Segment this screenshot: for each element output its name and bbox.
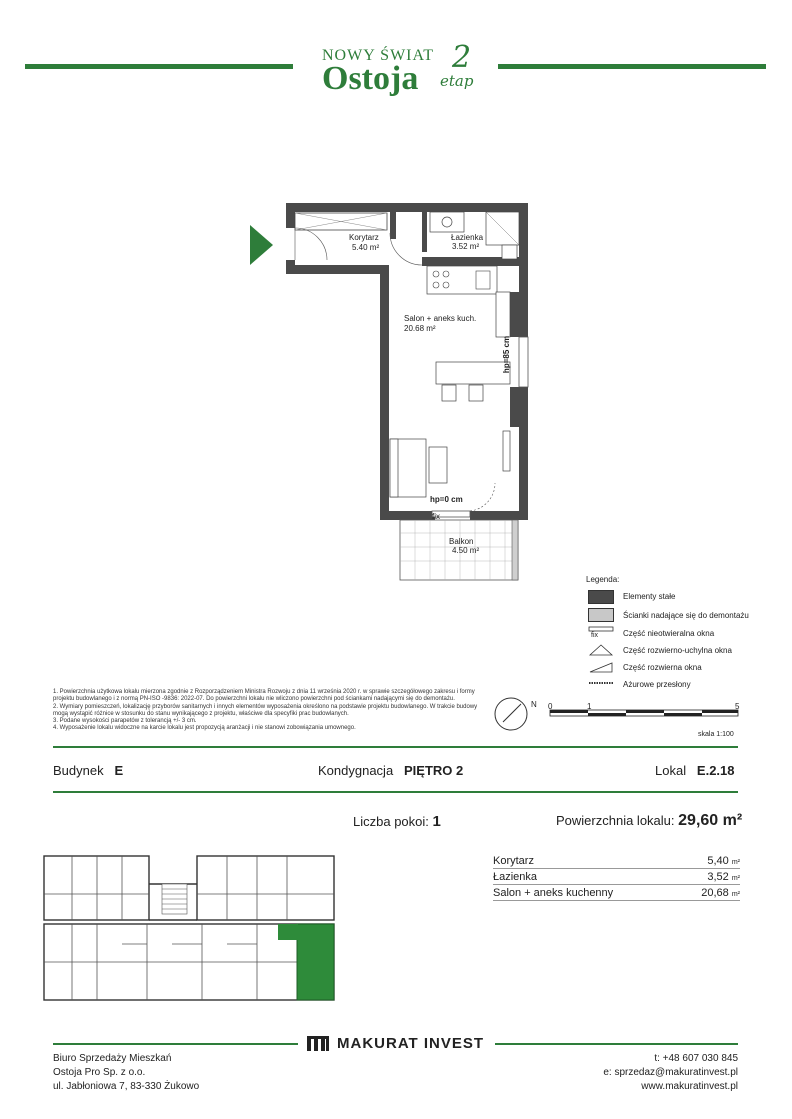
- scale-label: skala 1:100: [698, 731, 734, 738]
- north-label: N: [531, 700, 537, 709]
- unit-value: E.2.18: [696, 763, 735, 778]
- area-row-unit: m²: [731, 875, 740, 882]
- unit-label: Lokal: [655, 763, 687, 778]
- footer-website-link[interactable]: www.makuratinvest.pl: [641, 1081, 738, 1092]
- floor-plan: [240, 195, 550, 590]
- room-label-korytarz: Korytarz: [349, 233, 379, 242]
- company-line-left: [53, 1043, 298, 1045]
- floor-value: PIĘTRO 2: [404, 763, 464, 778]
- note-1: 1. Powierzchnia użytkowa lokalu mierzona zgodnie z Rozporządzeniem Ministra Rozwoju z dnia 11 września 2020 r. w sprawie szczegółowego zakresu i formy projektu budowlanego i z normą PN-ISO -9836: 2022-07. Do powierzchni lokalu nie wliczono powierzchni pod ściankami nadającymi się do demontażu.: [53, 689, 475, 703]
- brand-stage-number: 2: [452, 40, 472, 75]
- area-row-value: 5,40: [707, 855, 729, 867]
- legend-swatch-fixed: [588, 590, 614, 604]
- info-divider-bottom: [53, 791, 738, 793]
- note-4: 4. Wyposażenie lokalu widoczne na karcie lokalu jest propozycją aranżacji i nie stanowi zobowiązania umownego.: [53, 725, 356, 732]
- area-row-name: Łazienka: [493, 871, 538, 883]
- area-row-value: 20,68: [701, 887, 729, 899]
- scale-tick-0: 0: [548, 702, 553, 711]
- legend-screen-icon: [588, 679, 614, 687]
- note-3: 3. Podane wysokości parapetów z tolerancją +/- 3 cm.: [53, 718, 197, 725]
- highlighted-unit: [297, 924, 334, 1000]
- scale-tick-1: 1: [587, 702, 592, 711]
- fix-label: fix: [432, 512, 440, 521]
- room-area-lazienka: 3.52 m²: [452, 242, 480, 251]
- note-2: 2. Wymiary pomieszczeń, lokalizację przyborów sanitarnych i innych elementów wyposażenia określono na podstawie projektu budowlanego. W trakcie budowy mogą wystąpić różnice w stosunku do stanu wynikającego z projektu, właściwe dla specyfiki prac budowlanych.: [53, 703, 478, 717]
- footer-phone: t: +48 607 030 845: [654, 1053, 738, 1064]
- room-area-balkon: 4.50 m²: [452, 546, 480, 555]
- legend-item-fixed: Elementy stałe: [623, 592, 676, 601]
- parapet-label-door: hp=0 cm: [430, 495, 463, 504]
- building-label: Budynek: [53, 763, 104, 778]
- rooms-count-label: Liczba pokoi:: [353, 814, 429, 829]
- building-info: [53, 763, 123, 778]
- unit-area-value: 29,60 m²: [678, 812, 743, 829]
- header-bar-left: [25, 64, 293, 69]
- legend-item-removable: Ścianki nadające się do demontażu: [623, 611, 749, 620]
- area-row-unit: m²: [731, 859, 740, 866]
- area-row-name: Salon + aneks kuchenny: [493, 887, 614, 899]
- footer-line: Ostoja Pro Sp. z o.o.: [53, 1067, 146, 1078]
- unit-info: [655, 763, 735, 778]
- legend-swatch-removable: [588, 608, 614, 622]
- room-label-balkon: Balkon: [449, 537, 474, 546]
- scale-bar: [549, 708, 741, 720]
- room-area-korytarz: 5.40 m²: [352, 243, 380, 252]
- legend-item-fixed-window: Część nieotwieralna okna: [623, 629, 715, 638]
- brand-stage-label: etap: [440, 72, 474, 90]
- makurat-logo-icon: [306, 1034, 332, 1052]
- area-row-lazienka: [493, 871, 740, 885]
- area-row-salon: [493, 887, 740, 901]
- legend-fix-symbol: fix: [591, 632, 598, 639]
- room-label-salon: Salon + aneks kuch.: [404, 314, 477, 323]
- area-row-unit: m²: [731, 891, 740, 898]
- footer-line: Biuro Sprzedaży Mieszkań: [53, 1053, 172, 1064]
- floor-label: Kondygnacja: [318, 763, 394, 778]
- legend-title: Legenda:: [586, 575, 620, 584]
- compass-icon: [491, 694, 535, 734]
- legend-item-screen: Ażurowe przesłony: [623, 680, 691, 689]
- floor-info: [318, 763, 463, 778]
- building-value: E: [114, 763, 124, 778]
- room-area-salon: 20.68 m²: [404, 324, 436, 333]
- header-bar-right: [498, 64, 766, 69]
- legend-tilt-window-icon: [588, 643, 614, 657]
- scale-tick-5: 5: [735, 702, 740, 711]
- brand-line1: NOWY ŚWIAT: [322, 47, 435, 64]
- area-row-name: Korytarz: [493, 855, 534, 867]
- building-key-plan: [42, 854, 338, 1004]
- legend-casement-window-icon: [588, 660, 614, 674]
- legend-item-tilt-window: Część rozwierno-uchylna okna: [623, 646, 732, 655]
- parapet-label-window: hp=85 cm: [502, 335, 512, 374]
- info-divider-top: [53, 746, 738, 748]
- footer-line: ul. Jabłoniowa 7, 83-330 Żukowo: [53, 1081, 200, 1092]
- brand-line2: Ostoja: [322, 60, 419, 97]
- company-name: MAKURAT INVEST: [337, 1035, 485, 1052]
- unit-area-label: Powierzchnia lokalu:: [556, 813, 675, 828]
- room-label-lazienka: Łazienka: [451, 233, 484, 242]
- area-row-korytarz: [493, 855, 740, 869]
- legend-item-casement-window: Część rozwierna okna: [623, 663, 702, 672]
- company-line-right: [495, 1043, 738, 1045]
- area-row-value: 3,52: [707, 871, 729, 883]
- unit-area: [556, 812, 742, 830]
- footer-email-link[interactable]: e: sprzedaz@makuratinvest.pl: [603, 1067, 738, 1078]
- entrance-arrow-icon: [250, 225, 273, 265]
- footer-contact: [560, 1052, 738, 1094]
- notes: [53, 689, 483, 733]
- rooms-count: [353, 813, 441, 830]
- rooms-count-value: 1: [432, 813, 441, 830]
- footer-address: [53, 1052, 199, 1094]
